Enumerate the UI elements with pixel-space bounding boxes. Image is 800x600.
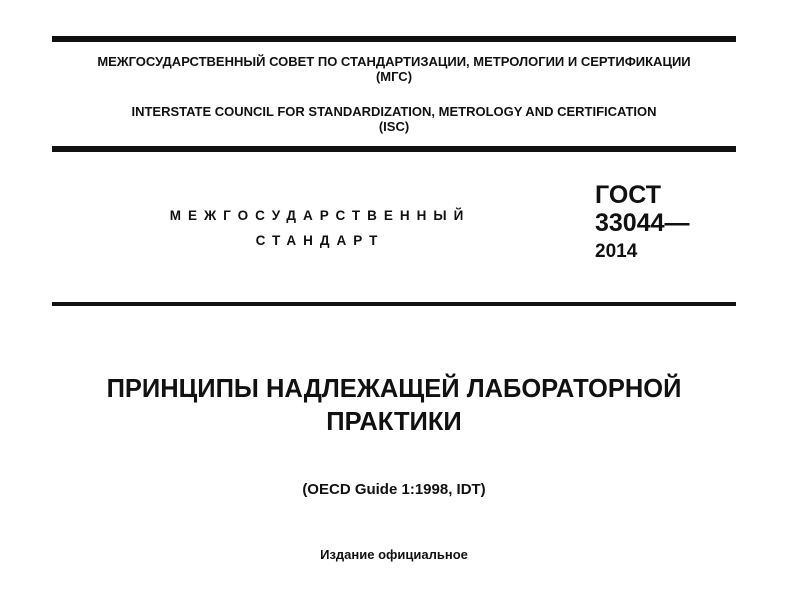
edition-label: Издание официальное — [320, 547, 468, 562]
standard-type — [140, 203, 500, 253]
gost-number: 33044 — [595, 209, 665, 237]
gost-dash: — — [664, 209, 690, 237]
middle-rule — [52, 146, 736, 152]
standard-type-line1: МЕЖГОСУДАРСТВЕННЫЙ — [169, 208, 471, 223]
council-ru-name: МЕЖГОСУДАРСТВЕННЫЙ СОВЕТ ПО СТАНДАРТИЗАЦИИ, МЕТРОЛОГИИ И СЕРТИФИКАЦИИ — [97, 54, 691, 69]
council-name-english — [52, 104, 736, 134]
gost-number-line — [595, 209, 690, 237]
council-en-name: INTERSTATE COUNCIL FOR STANDARDIZATION, METROLOGY AND CERTIFICATION — [131, 104, 657, 119]
council-name-russian — [52, 54, 736, 84]
gost-label: ГОСТ — [595, 181, 661, 209]
document-title-line2: ПРАКТИКИ — [326, 408, 462, 436]
council-en-abbreviation: (ISC) — [378, 119, 410, 134]
standard-type-line2: СТАНДАРТ — [255, 233, 385, 248]
gost-year: 2014 — [595, 241, 638, 262]
bottom-rule — [52, 302, 736, 306]
top-rule — [52, 36, 736, 42]
document-title — [52, 373, 736, 439]
gost-designation — [595, 181, 690, 263]
document-title-line1: ПРИНЦИПЫ НАДЛЕЖАЩЕЙ ЛАБОРАТОРНОЙ — [106, 375, 682, 403]
document-subtitle: (OECD Guide 1:1998, IDT) — [302, 481, 486, 498]
council-ru-abbreviation: (МГС) — [375, 69, 413, 84]
